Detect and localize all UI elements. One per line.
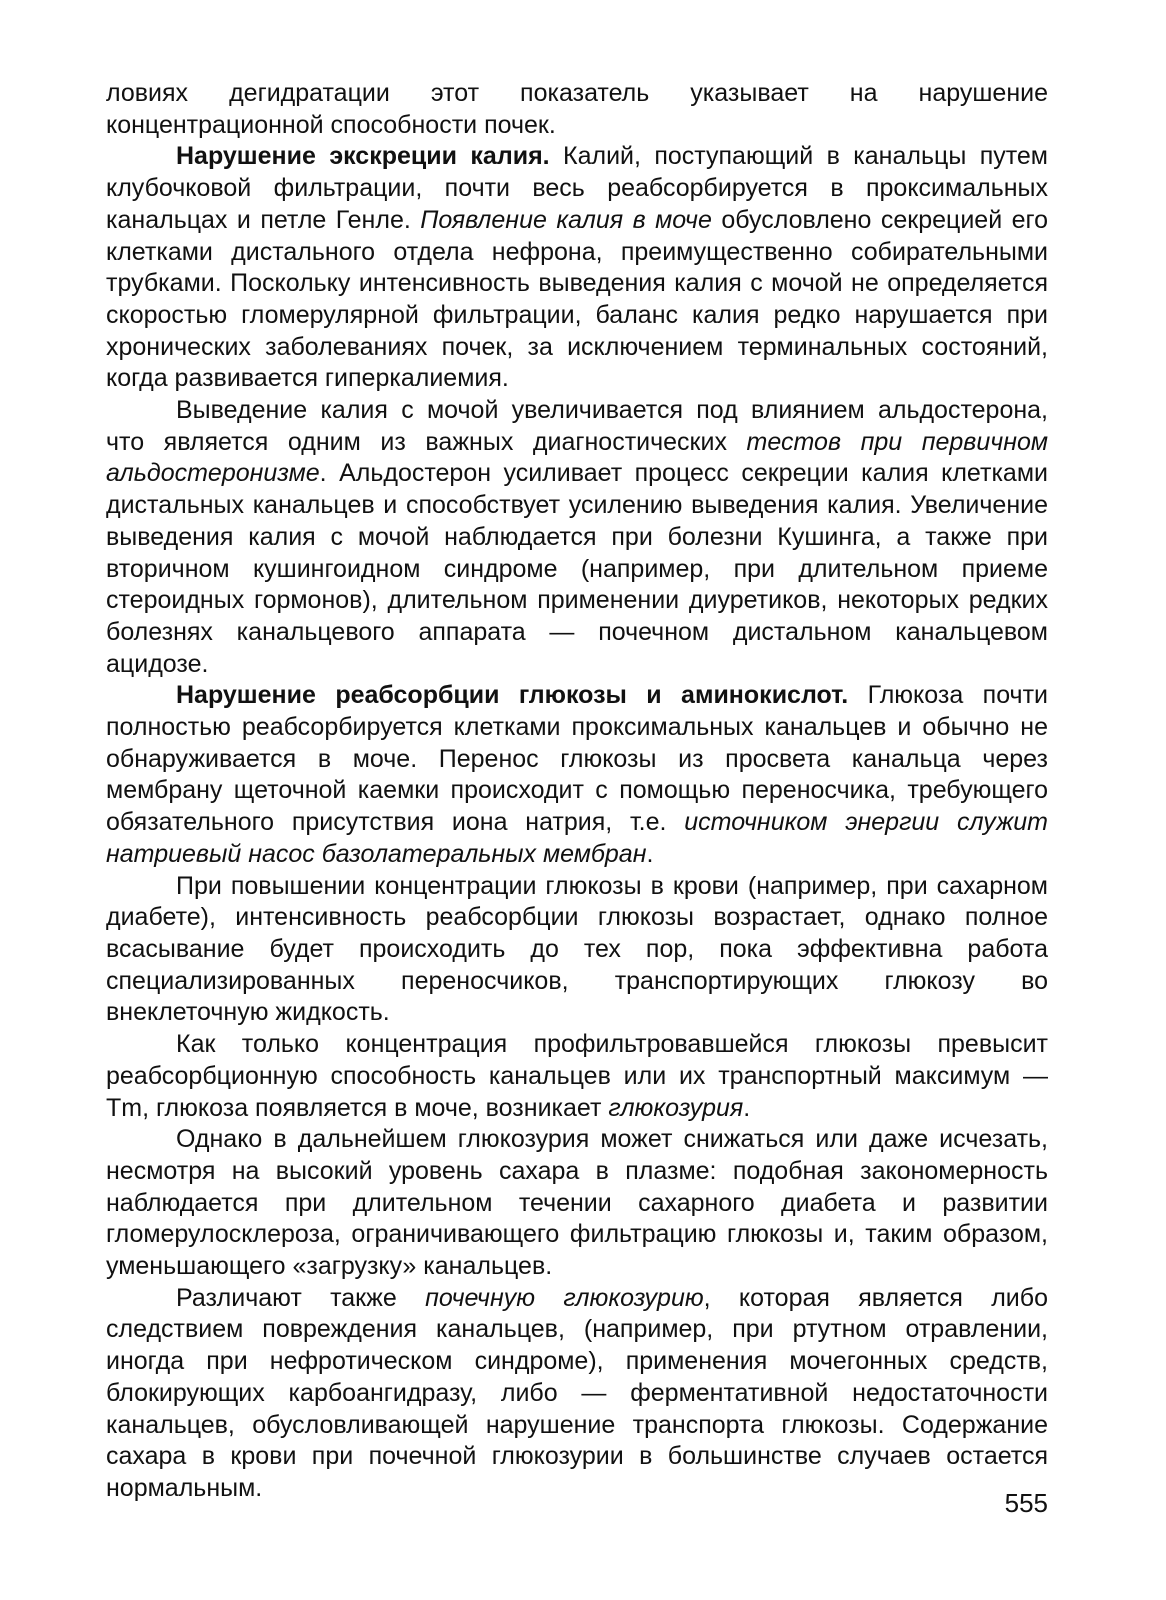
bold-heading: Нарушение реабсорбции глюкозы и аминокислот. bbox=[176, 681, 849, 710]
text-run: Калий, поступающий в канальцы путем клубочковой фильтрации, почти весь реабсорбируется в проксимальных канальцах и петле Генле. bbox=[106, 142, 1048, 234]
text-run: Глюкоза почти полностью реабсорбируется клетками проксимальных канальцев и обычно не обнаруживается в моче. Перенос глюкозы из просвета канальца через мембрану щеточной каемки происходит с помощью переносчика, требующего обязательного присутствия иона натрия, т.е. bbox=[106, 681, 1048, 837]
italic-emphasis: глюкозурия bbox=[608, 1093, 744, 1122]
italic-emphasis: источником энергии служит натриевый насос базолатеральных мембран bbox=[106, 808, 1049, 868]
italic-emphasis: тестов при первичном альдостеронизме bbox=[106, 427, 1048, 488]
text-run: При повышении концентрации глюкозы в крови (например, при сахарном диабете), интенсивность реабсорбции глюкозы возрастает, однако полное всасывание будет происходить до тех пор, пока эффективна работа специализированных переносчиков, транспортирующих глюкозу во внеклеточную жидкость. bbox=[106, 871, 1048, 1027]
text-run: ловиях дегидратации этот показатель указывает на нарушение концентрационной способности почек. bbox=[106, 79, 1048, 139]
paragraph-glycosuria-decrease bbox=[106, 1124, 1048, 1283]
paragraph-glucose-concentration bbox=[106, 871, 1048, 1030]
text-run: Однако в дальнейшем глюкозурия может снижаться или даже исчезать, несмотря на высокий уровень сахара в плазме: подобная закономерность наблюдается при длительном течении сахарного диабета и развитии гломерулосклероза, ограничивающего фильтрацию глюкозы и, таким образом, уменьшающего «загрузку» канальцев. bbox=[106, 1125, 1048, 1281]
paragraph-potassium-excretion bbox=[106, 141, 1048, 395]
paragraph-glucose-reabsorption bbox=[106, 680, 1048, 870]
text-run: , которая является либо следствием повреждения канальцев, (например, при ртутном отравлении, иногда при нефротическом синдроме), применения мочегонных средств, блокирующих карбоангидразу, либо — ферментативной недостаточности канальцев, обусловливающей нарушение транспорта глюкозы. Содержание сахара в крови при почечной глюкозурии в большинстве случаев остается нормальным. bbox=[106, 1283, 1048, 1502]
book-page-text bbox=[106, 78, 1048, 1505]
italic-emphasis: Появление калия в моче bbox=[420, 205, 712, 234]
paragraph-potassium-aldosterone bbox=[106, 395, 1048, 680]
paragraph-transport-maximum bbox=[106, 1029, 1048, 1124]
text-run: . bbox=[646, 839, 654, 868]
text-run: обусловлено секрецией его клетками дистального отдела нефрона, преимущественно собирательными трубками. Поскольку интенсивность выведения калия с мочой не определяется скоростью гломерулярной фильтрации, баланс калия редко нарушается при хронических заболеваниях почек, за исключением терминальных состояний, когда развивается гиперкалиемия. bbox=[106, 205, 1048, 393]
paragraph-renal-glycosuria bbox=[106, 1283, 1048, 1505]
page-number: 555 bbox=[1004, 1488, 1048, 1518]
paragraph-dehydration-continuation bbox=[106, 78, 1048, 141]
text-run: . bbox=[743, 1093, 751, 1122]
bold-heading: Нарушение экскреции калия. bbox=[176, 142, 550, 171]
text-run: Различают также bbox=[176, 1283, 426, 1312]
text-run: Выведение калия с мочой увеличивается под влиянием альдостерона, что является одним из важных диагностических bbox=[106, 396, 1048, 456]
text-run: Как только концентрация профильтровавшейся глюкозы превысит реабсорбционную способность канальцев или их транспортный максимум — Tm, глюкоза появляется в моче, возникает bbox=[106, 1030, 1048, 1122]
italic-emphasis: почечную глюкозурию bbox=[425, 1283, 704, 1312]
text-run: . Альдостерон усиливает процесс секреции калия клетками дистальных канальцев и способствует усилению выведения калия. Увеличение выведения калия с мочой наблюдается при болезни Кушинга, а также при вторичном кушингоидном синдроме (например, при длительном приеме стероидных гормонов), длительном применении диуретиков, некоторых редких болезнях канальцевого аппарата — почечном дистальном канальцевом ацидозе. bbox=[106, 459, 1048, 678]
